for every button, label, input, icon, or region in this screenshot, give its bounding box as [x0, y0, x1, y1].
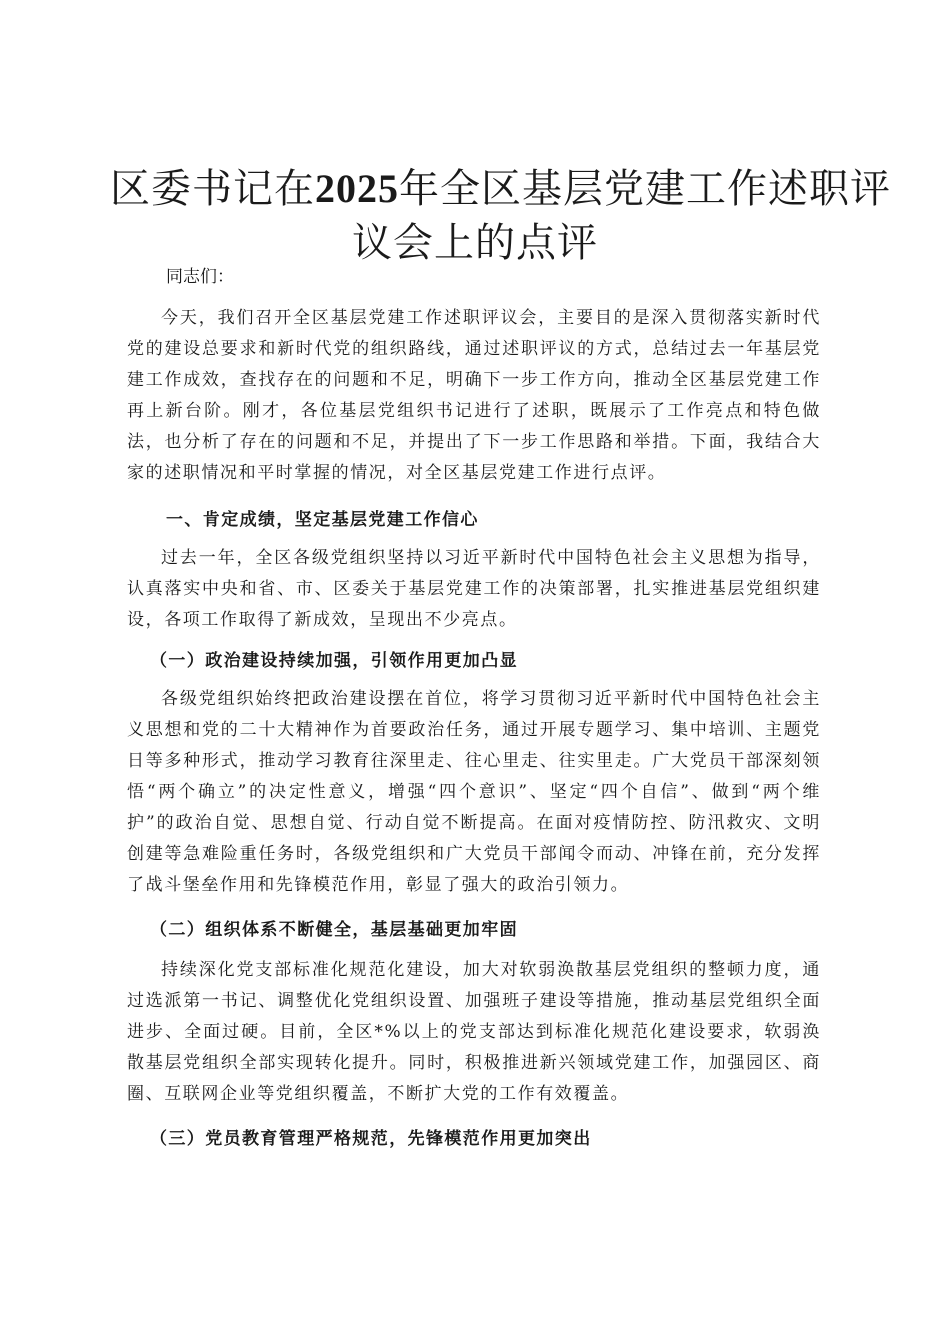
paragraph-intro: 今天，我们召开全区基层党建工作述职评议会，主要目的是深入贯彻落实新时代党的建设总要求和新时代党的组织路线，通过述职评议的方式，总结过去一年基层党建工作成效，查找存在的问题和不足，明确下一步工作方向，推动全区基层党建工作再上新台阶。刚才，各位基层党组织书记进行了述职，既展示了工作亮点和特色做法，也分析了存在的问题和不足，并提出了下一步工作思路和举措。下面，我结合大家的述职情况和平时掌握的情况，对全区基层党建工作进行点评。: [127, 308, 821, 483]
title-year: 2025: [315, 166, 399, 211]
greeting: 同志们：: [166, 267, 234, 287]
paragraph-organization-system: 持续深化党支部标准化规范化建设，加大对软弱涣散基层党组织的整顿力度，通过选派第一书记、调整优化党组织设置、加强班子建设等措施，推动基层党组织全面进步、全面过硬。目前，全区*%以上的党支部达到标准化规范化建设要求，软弱涣散基层党组织全部实现转化提升。同时，积极推进新兴领域党建工作，加强园区、商圈、互联网企业等党组织覆盖，不断扩大党的工作有效覆盖。: [127, 960, 821, 1104]
title-text-pre: 区委书记在: [110, 166, 315, 212]
title-line-1: [110, 162, 891, 216]
document-title: [110, 162, 891, 270]
subsection-heading-2: （二）组织体系不断健全，基层基础更加牢固: [150, 920, 518, 940]
title-line-2: 议会上的点评: [352, 220, 598, 266]
section-heading-1: 一、肯定成绩，坚定基层党建工作信心: [166, 510, 479, 530]
subsection-heading-1: （一）政治建设持续加强，引领作用更加凸显: [150, 651, 518, 671]
paragraph-political-building: 各级党组织始终把政治建设摆在首位，将学习贯彻习近平新时代中国特色社会主义思想和党的二十大精神作为首要政治任务，通过开展专题学习、集中培训、主题党日等多种形式，推动学习教育往深里走、往心里走、往实里走。广大党员干部深刻领悟“两个确立”的决定性意义，增强“四个意识”、坚定“四个自信”、做到“两个维护”的政治自觉、思想自觉、行动自觉不断提高。在面对疫情防控、防汛救灾、文明创建等急难险重任务时，各级党组织和广大党员干部闻令而动、冲锋在前，充分发挥了战斗堡垒作用和先锋模范作用，彰显了强大的政治引领力。: [127, 689, 821, 895]
paragraph-achievements: 过去一年，全区各级党组织坚持以习近平新时代中国特色社会主义思想为指导，认真落实中央和省、市、区委关于基层党建工作的决策部署，扎实推进基层党组织建设，各项工作取得了新成效，呈现出不少亮点。: [127, 548, 821, 630]
subsection-heading-3: （三）党员教育管理严格规范，先锋模范作用更加突出: [150, 1129, 592, 1149]
title-text-post: 年全区基层党建工作述职评: [399, 166, 891, 212]
